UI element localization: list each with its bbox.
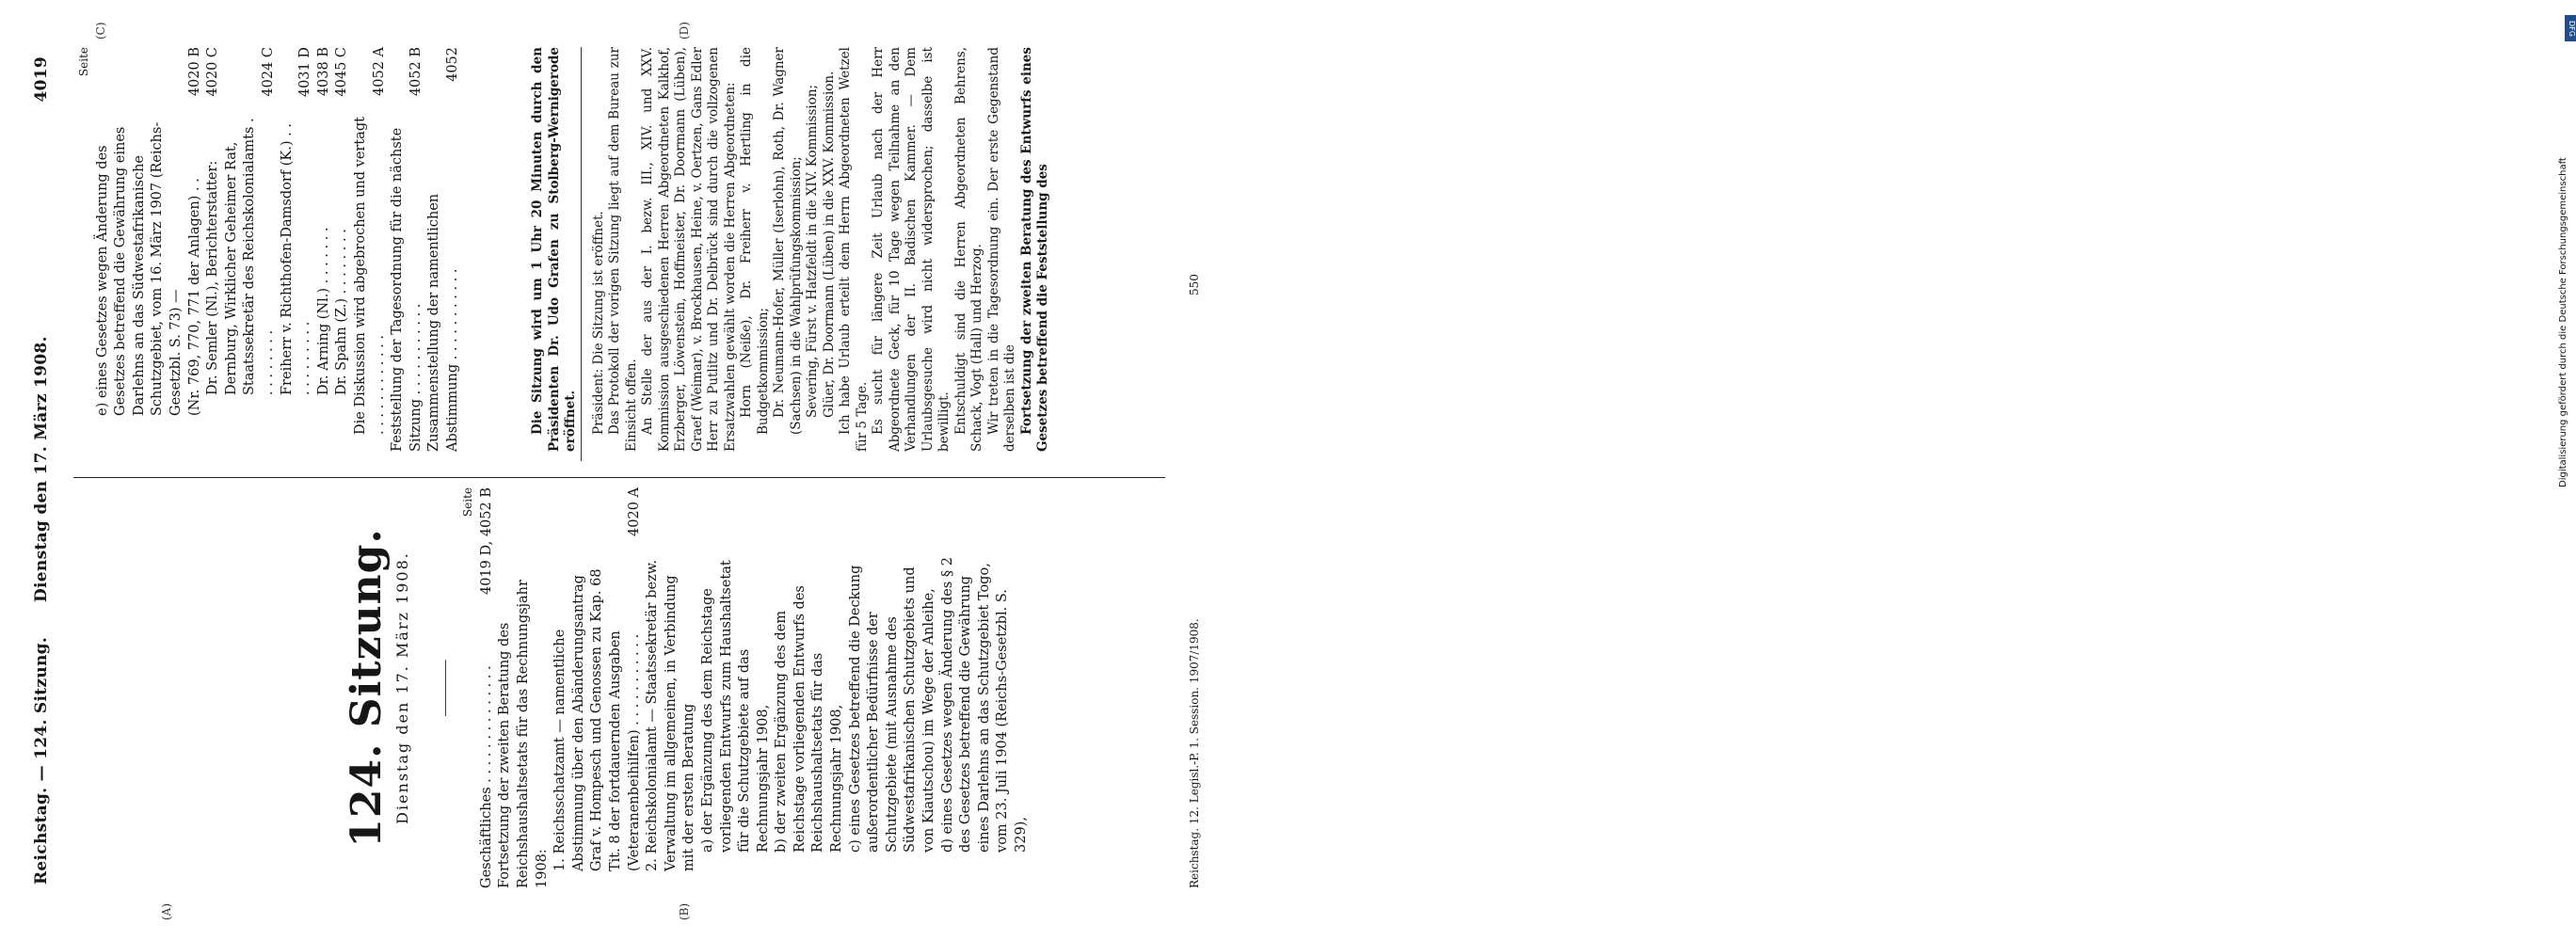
marker-a: (A) <box>160 902 173 920</box>
paragraph: Glüer, Dr. Doormann (Lüben) in die XXV. Kommission. <box>821 71 837 418</box>
marker-b: (B) <box>678 902 691 920</box>
header-page-number: 4019 <box>32 56 51 103</box>
toc-text: Fortsetzung der zweiten Beratung des Reichshaushaltsetats für das Rechnungsjahr 1908: <box>497 580 550 888</box>
toc-item <box>223 47 279 452</box>
opening-statement: Die Sitzung wird um 1 Uhr 20 Minuten durch den Präsidenten Dr. Udo Grafen zu Stolberg-Wernigerode eröffnet. <box>530 47 579 452</box>
toc-item <box>939 487 1032 888</box>
toc-item <box>186 47 205 452</box>
column-divider <box>73 477 1165 478</box>
toc-text: 2. Reichskolonialamt — Staatssekretär bezw. Verwaltung im allgemeinen, in Verbindung mit der ersten Beratung <box>645 559 697 871</box>
toc-page: 4024 C <box>260 47 276 97</box>
toc-page: 4052 B <box>408 47 424 97</box>
paragraph: Das Protokoll der vorigen Sitzung liegt auf dem Bureau zur Einsicht offen. <box>607 47 639 452</box>
left-column <box>75 487 1032 888</box>
toc-item <box>425 47 462 452</box>
toc-text: Die Diskussion wird abgebrochen und vertagt . . . . . . . . . . . . <box>352 117 387 435</box>
toc-text: Dr. Spahn (Z.) . . . . . . . . <box>334 229 350 395</box>
header-center: Dienstag den 17. März 1908. <box>32 336 51 602</box>
right-column <box>75 47 1052 452</box>
page-footer: Reichstag. 12. Legisl.-P. 1. Session. 1907/1908. <box>1188 618 1201 888</box>
toc-text: c) eines Gesetzes betreffend die Deckung außerordentlicher Bedürfnisse der Schutzgebiete (mit Ausnahme des Südwestafrikanischen Schutzgebiets und von Kiautschou) im Wege der Anleihe, <box>847 565 937 853</box>
paragraph: An Stelle der aus der I. bezw. III., XIV. und XXV. Kommission ausgeschiedenen Herren Abgeordneten Kalkhof, Erzberger, Löwenstein, Hoffmeister, Dr. Doormann (Lüben), Graef (Weimar), v. Brockhausen, Heine, v. Oertzen, Gans Edler Herr zu Putlitz und Dr. Delbrück sind durch die vollzogenen Ersatzwahlen gewählt worden die Herren Abgeordneten: <box>640 47 738 452</box>
toc-item <box>333 47 352 452</box>
toc-page: 4045 C <box>334 47 350 97</box>
dfg-logo: DFG <box>2565 15 2576 41</box>
toc-item <box>478 487 497 888</box>
toc-item <box>94 47 186 452</box>
toc-page: 4020 C <box>205 47 221 97</box>
paragraph: Severing, Fürst v. Hatzfeldt in die XIV. Kommission; <box>805 84 821 418</box>
title-rule <box>445 660 446 716</box>
toc-text: (Nr. 769, 770, 771 der Anlagen) . . <box>186 178 202 416</box>
proceedings-text <box>530 47 1052 452</box>
toc-item <box>847 487 939 888</box>
toc-item <box>644 487 699 888</box>
toc-text: Feststellung der Tagesordnung für die nächste Sitzung . . . . . . . . . . . <box>390 127 424 452</box>
toc-item <box>699 487 773 888</box>
marker-d: (D) <box>678 22 691 40</box>
toc-text: Dr. Semler (Nl.), Berichterstatter: <box>205 160 221 395</box>
toc-text: e) eines Gesetzes wegen Änderung des Gesetzes betreffend die Gewährung eines Darlehns an das Südwestafrikanische Schutzgebiet, vom 16. März 1907 (Reichs-Gesetzbl. S. 73) — <box>94 121 184 416</box>
paragraph: Es sucht für längere Zeit Urlaub nach der Herr Abgeordnete Geck, für 10 Tage wegen Teilnahme an den Verhandlungen der II. Badischen Kammer. — Dem Urlaubsgesuche wird nicht widersprochen; dasselbe ist bewilligt. <box>871 47 952 452</box>
toc-text: Freiherr v. Richthofen-Damsdorf (K.) . . . . . . . . . . . <box>279 123 313 395</box>
session-title: 124. Sitzung. <box>343 528 391 848</box>
toc-item <box>352 47 389 452</box>
session-date: Dienstag den 17. März 1908. <box>392 551 411 824</box>
seite-heading: Seite <box>77 47 90 77</box>
toc-item <box>496 487 552 888</box>
toc-text: b) der zweiten Ergänzung des dem Reichstage vorliegenden Entwurfs des Reichshaushaltsetats für das Rechnungsjahr 1908, <box>774 585 845 853</box>
toc-page: 4020 B <box>186 47 202 97</box>
toc-text: d) eines Gesetzes wegen Änderung des § 2 des Gesetzes betreffend die Gewährung eines Darlehns an das Schutzgebiet Togo, vom 23. Juli 1904 (Reichs-Gesetzbl. S. 329), <box>939 557 1029 853</box>
toc-text: Geschäftliches . . . . . . . . . . . . . . <box>478 665 494 888</box>
toc-item <box>315 47 334 452</box>
paragraph: Ich habe Urlaub erteilt dem Herrn Abgeordneten Wetzel für 5 Tage. <box>838 47 870 452</box>
running-header <box>32 56 58 885</box>
toc-item <box>552 487 644 888</box>
toc-item <box>389 47 425 452</box>
signature-number: 550 <box>1188 274 1201 295</box>
toc-page: 4019 D, 4052 B <box>478 487 494 596</box>
paragraph: Fortsetzung der zweiten Beratung des Entwurfs eines Gesetzes betreffend die Feststellung des <box>1018 47 1051 452</box>
toc-text: Zusammenstellung der namentlichen Abstimmung . . . . . . . . . . . <box>426 193 460 452</box>
toc-item <box>279 47 315 452</box>
header-left: Reichstag. — 124. Sitzung. <box>32 636 51 885</box>
dfg-credit-text: Digitalisierung gefördert durch die Deutsche Forschungsgemeinschaft <box>2558 157 2568 487</box>
toc-page: 4052 <box>444 47 460 82</box>
paragraph: Dr. Neumann-Hofer, Müller (Iserlohn), Roth, Dr. Wagner (Sachsen) in die Wahlprüfungskommission; <box>772 47 804 435</box>
toc-page: 4020 A <box>626 487 642 536</box>
marker-c: (C) <box>94 22 107 40</box>
seite-heading: Seite <box>461 487 475 518</box>
toc-text: a) der Ergänzung des dem Reichstage vorliegenden Entwurfs zum Haushaltsetat für die Schutzgebiete auf das Rechnungsjahr 1908, <box>699 560 771 853</box>
toc-page: 4052 A <box>371 47 387 96</box>
paragraph: Präsident: Die Sitzung ist eröffnet. <box>590 211 606 435</box>
paragraph: Entschuldigt sind die Herren Abgeordneten Behrens, Schack, Vogt (Hall) und Herzog. <box>952 47 985 452</box>
toc-text: Dernburg, Wirklicher Geheimer Rat, Staatssekretär des Reichskolonialamts . . . . . . . . . <box>223 118 276 395</box>
toc-text: Dr. Arning (Nl.) . . . . . . . <box>315 227 331 395</box>
toc-item <box>773 487 846 888</box>
toc-text: 1. Reichsschatzamt — namentliche Abstimmung über den Abänderungsantrag Graf v. Hompesch und Genossen zu Kap. 68 Tit. 8 der fortdauernden Ausgaben (Veteranenbeihilfen) . . . . . . . . . . . <box>552 568 642 871</box>
toc-item <box>204 47 223 452</box>
toc-page: 4038 B <box>315 47 331 97</box>
toc-page: 4031 D <box>297 47 313 98</box>
paragraph: Wir treten in die Tagesordnung ein. Der erste Gegenstand derselben ist die <box>985 47 1018 452</box>
paragraph: Horn (Neiße), Dr. Freiherr v. Hertling in die Budgetkommission; <box>739 47 771 435</box>
